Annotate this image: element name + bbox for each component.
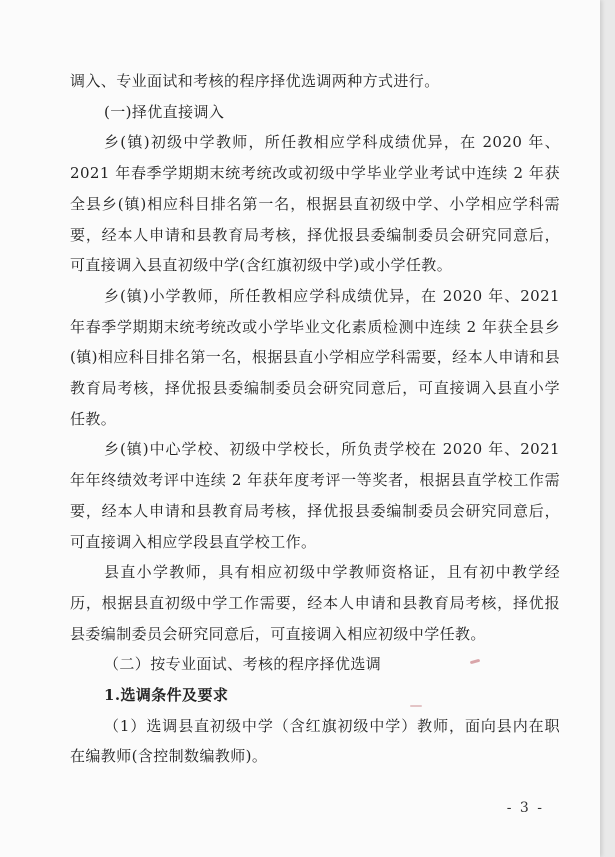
document-body — [70, 66, 560, 772]
paragraph-middle-school-teachers: 乡(镇)初级中学教师，所任教相应学科成绩优异，在 2020 年、2021 年春季学期期末统考统改或初级中学毕业学业考试中连续 2 年获全县乡(镇)相应科目排名第一名，根据县直初级中学、小学相应学科需要，经本人申请和县教育局考核，择优报县委编制委员会研究同意后，可直接调入县直初级中学(含红旗初级中学)或小学任教。 — [70, 133, 560, 275]
paragraph-county-primary-teachers: 县直小学教师，具有相应初级中学教师资格证，且有初中教学经历，根据县直初级中学工作需要，经本人申请和县教育局考核，择优报县委编制委员会研究同意后，可直接调入相应初级中学任教。 — [70, 563, 560, 643]
section-heading-direct-transfer: (一)择优直接调入 — [104, 102, 225, 121]
ink-mark — [410, 705, 422, 707]
section-heading-interview-selection: （二）按专业面试、考核的程序择优选调 — [104, 655, 382, 674]
paragraph-continuation: 调入、专业面试和考核的程序择优选调两种方式进行。 — [70, 72, 440, 90]
paragraph-primary-school-teachers: 乡(镇)小学教师，所任教相应学科成绩优异，在 2020 年、2021 年春季学期期末统考统改或小学毕业文化素质检测中连续 2 年获全县乡(镇)相应科目排名第一名，根据县直小学相应学科需要，经本人申请和县教育局考核，择优报县委编制委员会研究同意后，可直接调入县直小学任教。 — [70, 286, 560, 428]
paragraph-principals: 乡(镇)中心学校、初级中学校长，所负责学校在 2020 年、2021 年年终绩效考评中连续 2 年获年度考评一等奖者，根据县直学校工作需要，经本人申请和县教育局考核，择优报县委编制委员会研究同意后，可直接调入相应学段县直学校工作。 — [70, 440, 560, 551]
page-number: - 3 - — [506, 800, 544, 816]
paragraph-condition-1: （1）选调县直初级中学（含红旗初级中学）教师，面向县内在职在编教师(含控制数编教师)。 — [70, 716, 560, 766]
subheading-conditions: 1.选调条件及要求 — [104, 686, 229, 705]
